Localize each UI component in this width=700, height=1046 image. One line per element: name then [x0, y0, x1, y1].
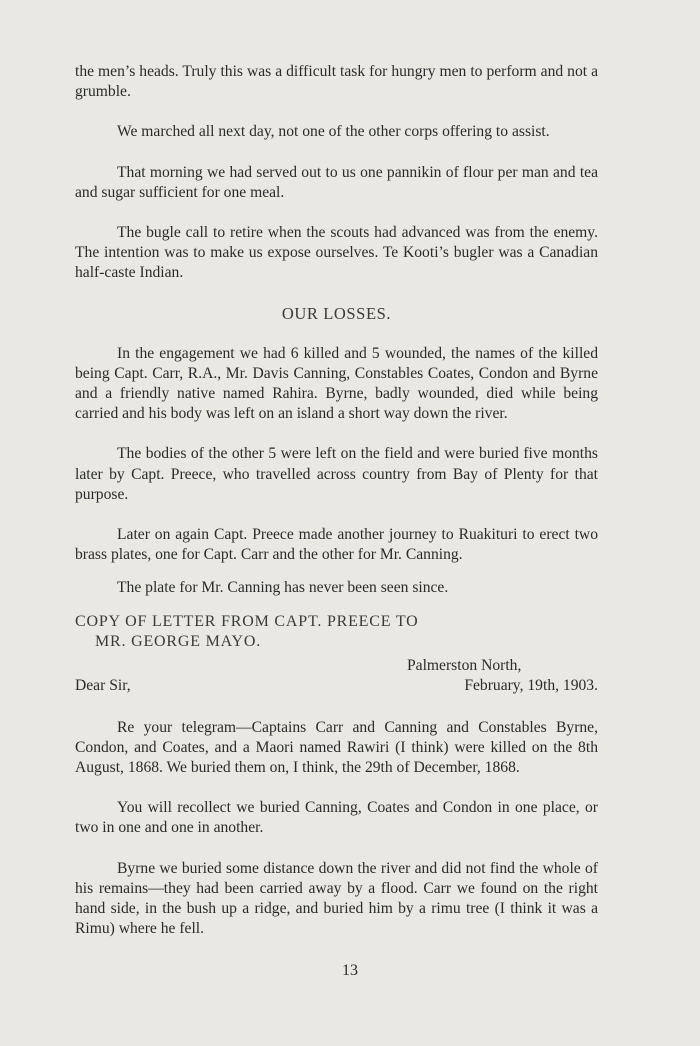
page-number: 13	[342, 962, 358, 979]
letter-heading-line2: MR. GEORGE MAYO.	[95, 632, 262, 650]
paragraph-engagement: In the engagement we had 6 killed and 5 wounded, the names of the killed being Capt. Carr, R.A., Mr. Davis Canning, Constables Coates, Condon and Byrne and a friendly native named Rahira. Byrne, badly wounded, died while being carried and his body was left on an island a short way down the river.	[75, 344, 598, 423]
letter-heading	[75, 612, 598, 652]
paragraph-bodies: The bodies of the other 5 were left on the field and were buried five months later by Capt. Preece, who travelled across country from Bay of Plenty for that purpose.	[75, 445, 598, 503]
section-heading-losses: OUR LOSSES.	[281, 303, 392, 323]
letter-paragraph-telegram: Re your telegram—Captains Carr and Canning and Constables Byrne, Condon, and Coates, and a Maori named Rawiri (I think) were killed on the 8th August, 1868. We buried them on, I think, the 29th of December, 1868.	[75, 718, 598, 777]
paragraph-plate-missing: The plate for Mr. Canning has never been seen since.	[117, 579, 449, 597]
letter-date: February, 19th, 1903.	[464, 676, 598, 694]
letter-address-block	[75, 656, 598, 698]
paragraph-continuation: the men’s heads. Truly this was a difficult task for hungry men to perform and not a grumble.	[75, 63, 598, 101]
paragraph-bugle: The bugle call to retire when the scouts had advanced was from the enemy. The intention was to make us expose ourselves. Te Kooti’s bugler was a Canadian half-caste Indian.	[75, 224, 598, 282]
letter-paragraph-byrne: Byrne we buried some distance down the river and did not find the whole of his remains—they had been carried away by a flood. Carr we found on the right hand side, in the bush up a ridge, and buried him by a rimu tree (I think it was a Rimu) where he fell.	[75, 859, 598, 938]
letter-salutation: Dear Sir,	[75, 676, 131, 694]
paragraph-march: We marched all next day, not one of the other corps offering to assist.	[117, 123, 550, 141]
letter-place: Palmerston North,	[407, 656, 522, 674]
paragraph-rations: That morning we had served out to us one pannikin of flour per man and tea and sugar sufficient for one meal.	[75, 163, 598, 201]
letter-heading-line1: COPY OF LETTER FROM CAPT. PREECE TO	[75, 612, 419, 630]
paragraph-brass-plates: Later on again Capt. Preece made another journey to Ruakituri to erect two brass plates, one for Capt. Carr and the other for Mr. Canning.	[75, 526, 598, 564]
letter-paragraph-recollect: You will recollect we buried Canning, Coates and Condon in one place, or two in one and one in another.	[75, 799, 598, 837]
